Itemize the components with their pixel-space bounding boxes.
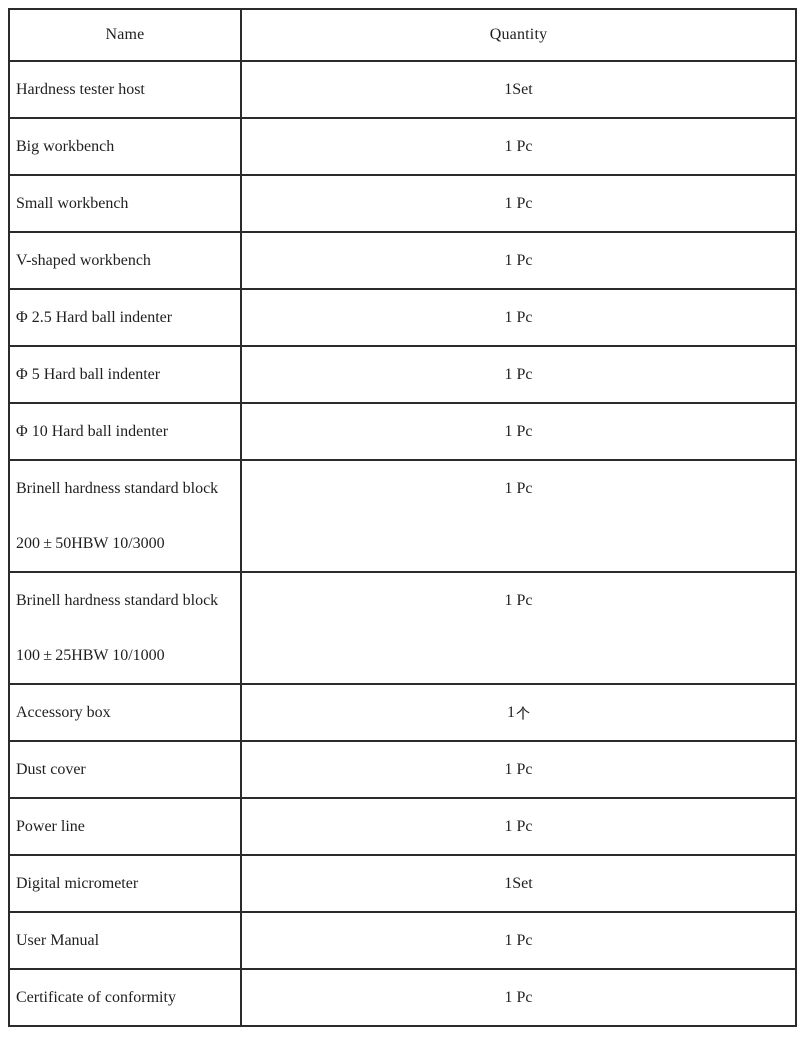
table-header bbox=[9, 9, 796, 61]
table-row bbox=[9, 741, 796, 798]
table-row bbox=[9, 346, 796, 403]
item-name-cell bbox=[9, 969, 241, 1026]
item-quantity-text: 1 Pc bbox=[504, 591, 533, 609]
item-name-cell bbox=[9, 61, 241, 118]
item-quantity-cell bbox=[241, 912, 796, 969]
item-name-text: User Manual bbox=[16, 931, 100, 949]
item-name-text: 100 ± 25HBW 10/1000 bbox=[16, 646, 165, 664]
table-row bbox=[9, 572, 796, 684]
item-quantity-cell bbox=[241, 855, 796, 912]
table-row bbox=[9, 912, 796, 969]
item-quantity-text: 1 Pc bbox=[504, 194, 533, 212]
item-quantity-text: 1 Pc bbox=[504, 137, 533, 155]
item-quantity-text: 1Set bbox=[504, 80, 533, 98]
table-row bbox=[9, 969, 796, 1026]
item-name-cell bbox=[9, 289, 241, 346]
item-quantity-cell bbox=[241, 175, 796, 232]
item-quantity-cell bbox=[241, 403, 796, 460]
item-name-text: Big workbench bbox=[16, 137, 115, 155]
item-name-text: Certificate of conformity bbox=[16, 988, 176, 1006]
table-body bbox=[9, 61, 796, 1026]
table-row bbox=[9, 403, 796, 460]
column-header-quantity: Quantity bbox=[241, 9, 796, 61]
item-quantity-cell bbox=[241, 289, 796, 346]
table-row bbox=[9, 118, 796, 175]
table-row bbox=[9, 232, 796, 289]
item-name-text: Hardness tester host bbox=[16, 80, 145, 98]
item-name-cell bbox=[9, 232, 241, 289]
table-row bbox=[9, 798, 796, 855]
item-name-text: Φ 10 Hard ball indenter bbox=[16, 422, 169, 440]
item-quantity-cell bbox=[241, 684, 796, 741]
item-quantity-text: 1 Pc bbox=[504, 365, 533, 383]
cjk-ge-glyph bbox=[516, 706, 530, 720]
item-name-cell bbox=[9, 855, 241, 912]
item-name-cell bbox=[9, 346, 241, 403]
item-name-cell bbox=[9, 684, 241, 741]
item-name-cell bbox=[9, 741, 241, 798]
item-name-cell bbox=[9, 118, 241, 175]
table-row bbox=[9, 855, 796, 912]
table-row bbox=[9, 289, 796, 346]
item-name-text: Power line bbox=[16, 817, 85, 835]
item-name-cell bbox=[9, 175, 241, 232]
item-quantity-text: 1Set bbox=[504, 874, 533, 892]
item-quantity-cell bbox=[241, 118, 796, 175]
item-quantity-cell bbox=[241, 61, 796, 118]
item-name-text: V-shaped workbench bbox=[16, 251, 151, 269]
packing-list-table bbox=[8, 8, 797, 1027]
item-quantity-text: 1 Pc bbox=[504, 308, 533, 326]
item-name-cell bbox=[9, 460, 241, 572]
item-quantity-text: 1 Pc bbox=[504, 760, 533, 778]
table-row bbox=[9, 61, 796, 118]
column-header-name: Name bbox=[9, 9, 241, 61]
item-name-cell bbox=[9, 403, 241, 460]
table-row bbox=[9, 460, 796, 572]
item-name-text: Brinell hardness standard block bbox=[16, 479, 219, 497]
header-row bbox=[9, 9, 796, 61]
item-quantity-cell bbox=[241, 572, 796, 684]
item-name-text: Dust cover bbox=[16, 760, 86, 778]
item-quantity-text: 1 Pc bbox=[504, 422, 533, 440]
item-quantity-cell bbox=[241, 798, 796, 855]
item-name-text: Brinell hardness standard block bbox=[16, 591, 219, 609]
table-row bbox=[9, 684, 796, 741]
item-quantity-cell bbox=[241, 460, 796, 572]
item-quantity-cell bbox=[241, 346, 796, 403]
table-row bbox=[9, 175, 796, 232]
item-quantity-text: 1 Pc bbox=[504, 931, 533, 949]
item-quantity-cell bbox=[241, 969, 796, 1026]
item-name-text: Φ 5 Hard ball indenter bbox=[16, 365, 161, 383]
item-quantity-text: 1 Pc bbox=[504, 479, 533, 497]
item-name-cell bbox=[9, 912, 241, 969]
item-name-text: Small workbench bbox=[16, 194, 129, 212]
item-name-text: 200 ± 50HBW 10/3000 bbox=[16, 534, 165, 552]
item-name-cell bbox=[9, 572, 241, 684]
item-name-text: Φ 2.5 Hard ball indenter bbox=[16, 308, 173, 326]
item-name-text: Accessory box bbox=[16, 703, 111, 721]
item-quantity-text: 1 Pc bbox=[504, 817, 533, 835]
item-quantity-text: 1 bbox=[242, 685, 795, 740]
item-quantity-text: 1 Pc bbox=[504, 251, 533, 269]
item-quantity-text: 1 Pc bbox=[504, 988, 533, 1006]
item-quantity-cell bbox=[241, 741, 796, 798]
item-name-text: Digital micrometer bbox=[16, 874, 139, 892]
item-quantity-cell bbox=[241, 232, 796, 289]
item-name-cell bbox=[9, 798, 241, 855]
